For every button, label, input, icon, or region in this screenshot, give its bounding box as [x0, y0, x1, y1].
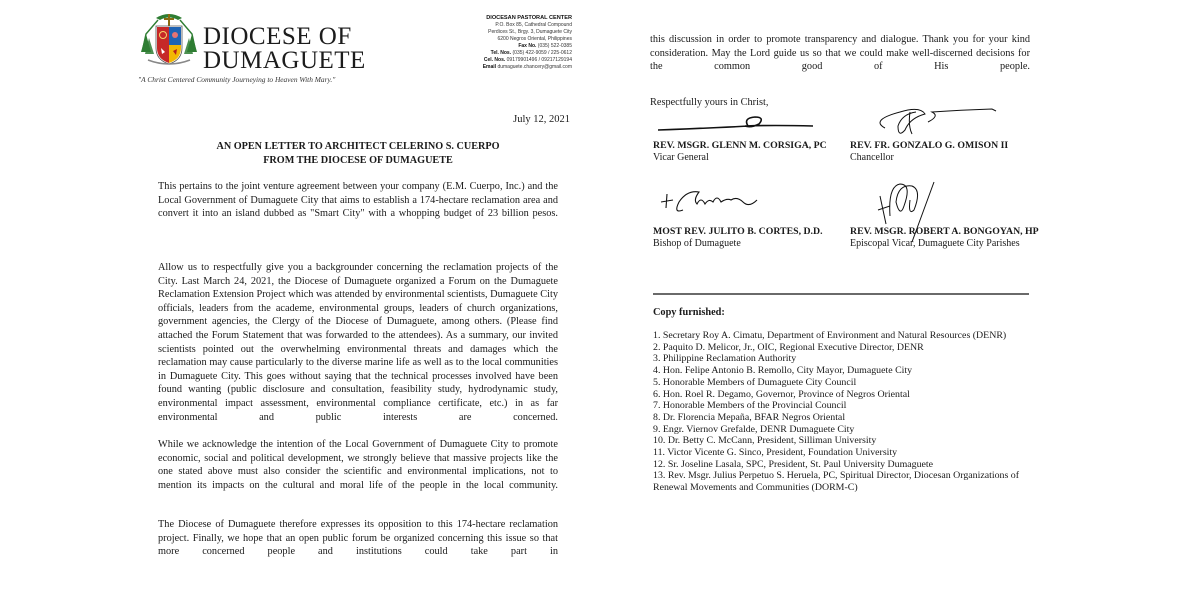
list-item: 5. Honorable Members of Dumaguete City Council [653, 376, 857, 388]
list-item: 1. Secretary Roy A. Cimatu, Department of Environment and Natural Resources (DENR) [653, 330, 1007, 341]
tel-number: (035) 422-9059 / 225-0612 [512, 50, 572, 56]
list-item: 9. Engr. Viernov Grefalde, DENR Dumaguete City [653, 423, 855, 435]
valediction: Respectfully yours in Christ, [650, 97, 769, 108]
cel-number: 09179901496 / 09217129194 [506, 57, 572, 63]
signatory-name: REV. MSGR. GLENN M. CORSIGA, PC [653, 140, 827, 151]
fax-label: Fax No. [518, 43, 537, 49]
list-item: 8. Dr. Florencia Mepaña, BFAR Negros Oriental [653, 411, 846, 423]
letter-paragraph: Allow us to respectfully give you a backgrounder concerning the reclamation projects of the City. Last March 24, 2021, the Diocese of Dumaguete organized a Forum on the Dumaguete Reclamation Extension Project which was attended by environmental scientists, Dumaguete City officials, leaders from the academe, environmental groups, leaders of church organizations, government agencies, the Clergy of the Diocese of Dumaguete, among others. (Please find attached the Forum Statement that was forwarded to the attendees). As a summary, our invited scientists pointed out the overwhelming environmental threats and damages which the reclamation may cause particularly to the diverse marine life as well as to the local communities in Dumaguete City. This goes without saying that the technical processes involved have been found wanting (public disclosure and consultation, feasibility study, hydrodynamic study, environmental impact assessment, environmental compliance certificate, etc.) in as far environmental and public interests are concerned. [158, 262, 558, 423]
letter-title [138, 140, 578, 168]
list-item: 12. Sr. Joseline Lasala, SPC, President, St. Paul University Dumaguete [653, 458, 934, 470]
signatory-role: Vicar General [653, 152, 709, 163]
tel-label: Tel. Nos. [490, 50, 512, 56]
diocese-name [203, 25, 366, 73]
list-item: 10. Dr. Betty C. McCann, President, Silliman University [653, 435, 877, 447]
address-line: P.O. Box 85, Cathedral Compound [495, 22, 572, 28]
cel-line [483, 57, 572, 64]
diocese-name-line2: DUMAGUETE [203, 47, 366, 74]
signatory-role: Episcopal Vicar, Dumaguete City Parishes [850, 238, 1020, 249]
letter-page-2 [650, 0, 1050, 600]
list-item: 4. Hon. Felipe Antonio B. Remollo, City Mayor, Dumaguete City [653, 365, 913, 377]
signatory-name: MOST REV. JULITO B. CORTES, D.D. [653, 226, 823, 237]
list-item: 2. Paquito D. Melicor, Jr., OIC, Regional Executive Director, DENR [653, 341, 924, 353]
letter-paragraph: The Diocese of Dumaguete therefore expresses its opposition to this 174-hectare reclamation project. Finally, we hope that an open public forum be organized concerning this issue so that more concerned people and institutions could take part in [158, 519, 558, 558]
email-line [483, 64, 572, 71]
address-line: Perdices St., Brgy. 3, Dumaguete City [488, 29, 572, 35]
list-item: 11. Victor Vicente G. Sinco, President, Foundation University [653, 447, 898, 459]
signatory-role: Chancellor [850, 152, 894, 163]
signatory-name: REV. MSGR. ROBERT A. BONGOYAN, HP [850, 226, 1039, 237]
list-item: 7. Honorable Members of the Provincial Council [653, 400, 847, 412]
diocese-motto: "A Christ Centered Community Journeying to Heaven With Mary." [138, 75, 336, 84]
pastoral-center-heading: DIOCESAN PASTORAL CENTER [486, 15, 572, 21]
email-label: Email [482, 64, 497, 70]
divider [653, 293, 1029, 295]
pastoral-center-address [483, 15, 572, 71]
list-item: 3. Philippine Reclamation Authority [653, 353, 797, 365]
signature-icon [653, 178, 853, 218]
letter-title-line2: FROM THE DIOCESE OF DUMAGUETE [263, 155, 453, 166]
letter-paragraph: This pertains to the joint venture agreement between your company (E.M. Cuerpo, Inc.) and the Local Government of Dumaguete City that aims to establish a 174-hectare reclamation area and convert it into an island dubbed as "Smart City" with a whopping budget of 23 billion pesos. [158, 181, 558, 220]
letterhead [138, 6, 578, 86]
letter-title-line1: AN OPEN LETTER TO ARCHITECT CELERINO S. CUERPO [216, 141, 500, 152]
letter-paragraph: While we acknowledge the intention of the Local Government of Dumaguete City to promote economic, social and political development, we strongly believe that massive projects like the one stated above must also consider the scientific and environmental implications, not to mention its impacts on the cultural and moral life of the people in the local community. [158, 439, 558, 491]
letter-date: July 12, 2021 [513, 114, 570, 125]
address-line: 6200 Negros Oriental, Philippines [497, 36, 572, 42]
cel-label: Cel. Nos. [483, 57, 506, 63]
list-item: 6. Hon. Roel R. Degamo, Governor, Province of Negros Oriental [653, 388, 910, 400]
tel-line [483, 50, 572, 57]
signatory-name: REV. FR. GONZALO G. OMISON II [850, 140, 1009, 151]
list-item: 13. Rev. Msgr. Julius Perpetuo S. Heruela, PC, Spiritual Director, Diocesan Organizations of Renewal Movements and Communities (DORM-C) [653, 470, 1020, 494]
closing-paragraph: this discussion in order to promote transparency and dialogue. Thank you for your kind consideration. May the Lord guide us so that we could make well-discerned decisions for the common good of His people. [650, 34, 1030, 73]
email-address: dumaguete.chancery@gmail.com [497, 64, 572, 70]
letter-page-1 [138, 0, 578, 600]
copy-furnished-heading: Copy furnished: [653, 307, 725, 318]
copy-furnished-list [653, 330, 1038, 494]
fax-line [483, 43, 572, 50]
fax-number: (035) 522-0385 [537, 43, 572, 49]
signature-icon [850, 100, 1050, 140]
coat-of-arms-icon [138, 8, 200, 68]
diocese-name-line1: DIOCESE OF [203, 23, 352, 50]
signatory-role: Bishop of Dumaguete [653, 238, 741, 249]
